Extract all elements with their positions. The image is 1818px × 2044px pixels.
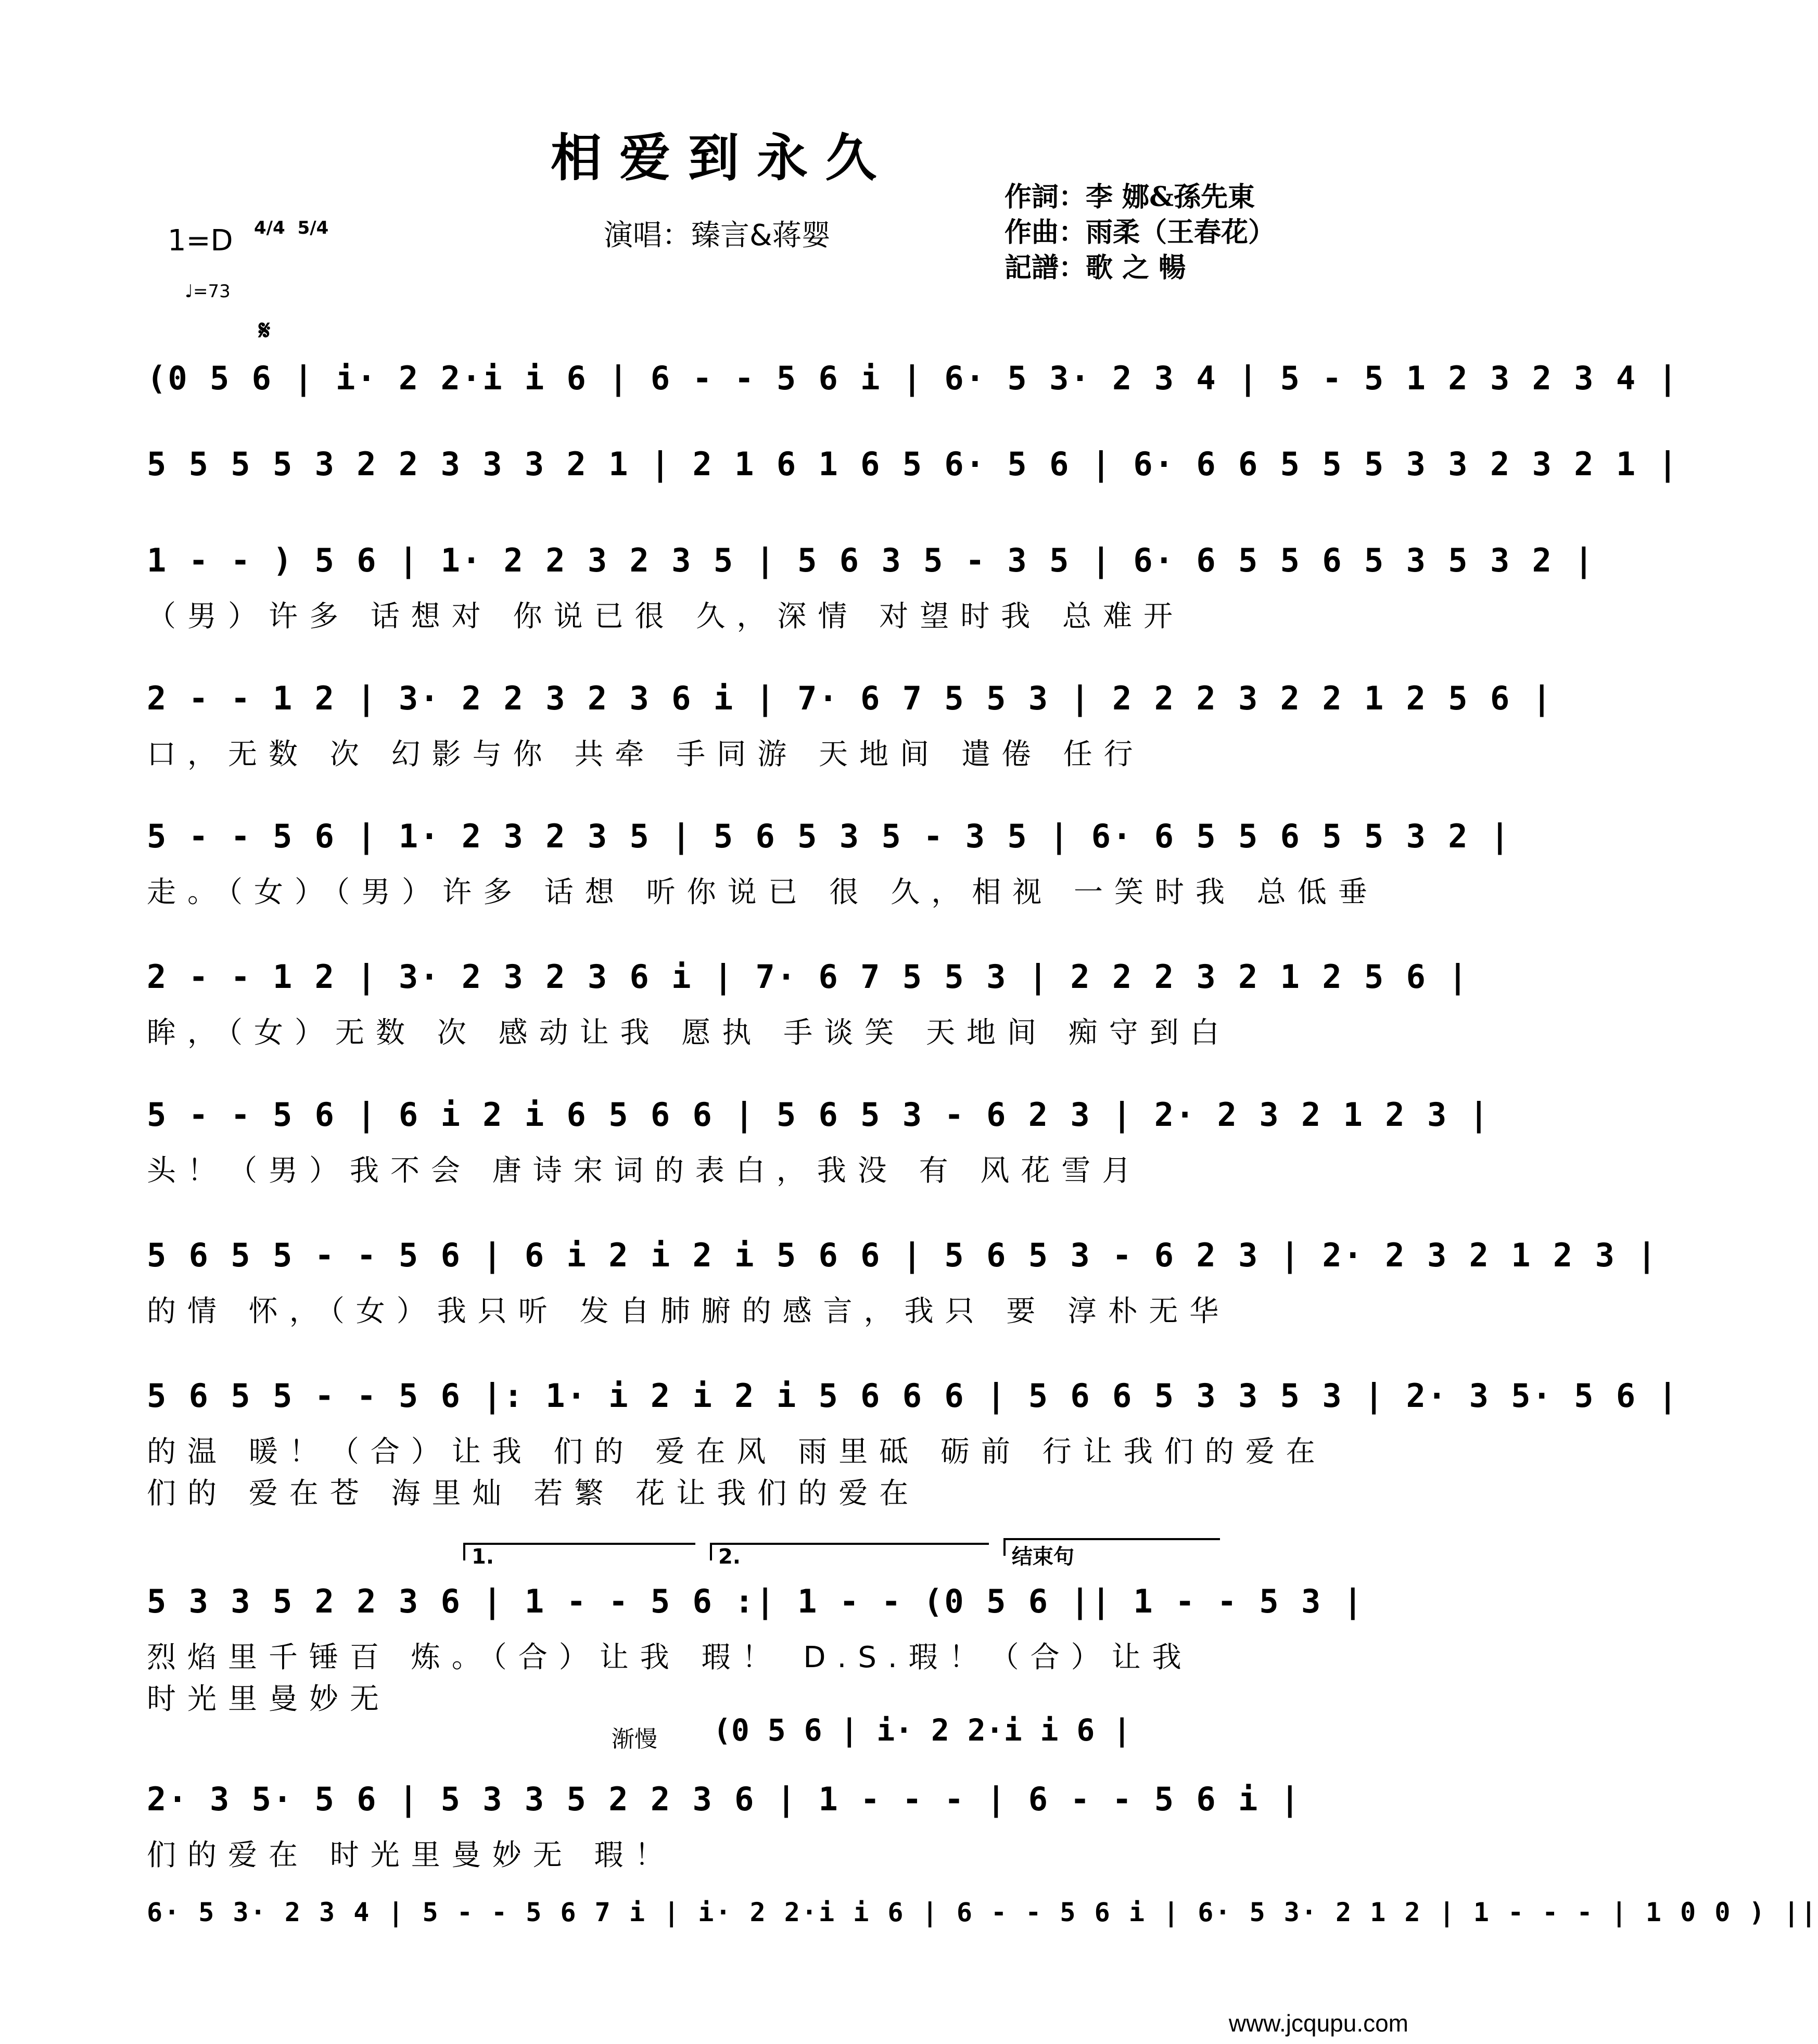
segno-icon: 𝄋 [259,315,271,346]
lyrics-verse-2: 们的 爱在苍 海里灿 若繁 花让我们的爱在 [147,1477,920,1510]
lyricist-credit: 作詞：李 娜&孫先東 [1005,181,1255,213]
lyrics: 的情 怀，（女）我只听 发自肺腑的感言，我只 要 淳朴无华 [147,1294,1230,1328]
lyrics: 的温 暖！（合）让我 们的 爱在风 雨里砥 砺前 行让我们的爱在 [147,1435,1327,1469]
lyrics: （男）许多 话想对 你说已很 久，深情 对望时我 总难开 [147,600,1185,633]
staff-row-8 [147,1236,1658,1330]
notes: 1 - - ) 5 6 | 1· 2 2 3 2 3 5 | 5 6 3 5 - 3 5 | 6· 6 5 5 6 5 3 5 3 2 | [147,541,1595,579]
transcriber-credit: 記譜：歌 之 暢 [1005,252,1186,284]
notes: 5 - - 5 6 | 6 i 2 i 6 5 6 6 | 5 6 5 3 - 6 2 3 | 2· 2 3 2 1 2 3 | [147,1096,1490,1134]
intro-repeat-notes: (0 5 6 | i· 2 2·i i 6 | [713,1712,1132,1748]
notes: 5 6 5 5 - - 5 6 | 6 i 2 i 2 i 5 6 6 | 5 6 5 3 - 6 2 3 | 2· 2 3 2 1 2 3 | [147,1236,1658,1274]
lyrics: 们的爱在 时光里曼妙无 瑕！ [147,1838,676,1872]
composer-credit: 作曲：雨柔（王春花） [1005,217,1276,248]
staff-row-9 [147,1377,1679,1510]
staff-row-3 [147,541,1595,635]
notes: (0 5 6 | i· 2 2·i i 6 | 6 - - 5 6 i | 6· 5 3· 2 3 4 | 5 - 5 1 2 3 2 3 4 | [147,359,1679,397]
staff-row-4 [147,679,1553,773]
first-ending: 1. [463,1543,695,1560]
singer-credit: 演唱：臻言&蒋婴 [604,219,831,252]
staff-row-10 [147,1582,1364,1716]
volta-endings [463,1538,1227,1569]
time-signatures [254,219,335,237]
lyrics: 口，无数 次 幻影与你 共牵 手同游 天地间 遣倦 任行 [147,738,1145,771]
notes: 5 6 5 5 - - 5 6 |: 1· i 2 i 2 i 5 6 6 6 | 5 6 6 5 3 3 5 3 | 2· 3 5· 5 6 | [147,1377,1679,1415]
watermark: www.jcqupu.com [1228,2010,1408,2037]
key-signature: 1=D [168,224,233,258]
staff-row-6 [147,958,1469,1051]
time-signature-2: 5/4 [297,218,329,238]
notes: 5 5 5 5 3 2 2 3 3 3 2 1 | 2 1 6 1 6 5 6· 5 6 | 6· 6 6 5 5 5 3 3 2 3 2 1 | [147,445,1679,483]
staff-row-2 [147,445,1679,539]
notes: 2 - - 1 2 | 3· 2 2 3 2 3 6 i | 7· 6 7 5 5 3 | 2 2 2 3 2 2 1 2 5 6 | [147,679,1553,717]
staff-row-5 [147,817,1511,911]
notes: 2 - - 1 2 | 3· 2 3 2 3 6 i | 7· 6 7 5 5 3 | 2 2 2 3 2 1 2 5 6 | [147,958,1469,996]
notes: 2· 3 5· 5 6 | 5 3 3 5 2 2 3 6 | 1 - - - | 6 - - 5 6 i | [147,1780,1301,1818]
staff-row-11 [147,1780,1301,1874]
tempo-mark: ♩=73 [185,281,231,302]
staff-row-1 [147,359,1679,453]
notes: 6· 5 3· 2 3 4 | 5 - - 5 6 7 i | i· 2 2·i i 6 | 6 - - 5 6 i | 6· 5 3· 2 1 2 | 1 - - - | 1 0 0 ) || [147,1897,1818,1927]
lyrics: 烈焰里千锤百 炼。（合）让我 瑕！ D.S.瑕！（合）让我 [147,1641,1193,1674]
lyrics: 走。（女）（男）许多 话想 听你说已 很 久，相视 一笑时我 总低垂 [147,875,1379,909]
lyrics: 头！（男）我不会 唐诗宋词的表白，我没 有 风花雪月 [147,1154,1143,1188]
ritardando-mark: 渐慢 [612,1726,657,1753]
staff-row-12 [147,1897,1818,1991]
staff-row-7 [147,1096,1490,1189]
lyrics: 眸，（女）无数 次 感动让我 愿执 手谈笑 天地间 痴守到白 [147,1016,1231,1050]
coda-ending: 结束句 [1003,1538,1220,1556]
lyrics-verse-2: 时光里曼妙无 [147,1682,390,1716]
song-title: 相爱到永久 [550,128,894,188]
time-signature-1: 4/4 [254,218,285,238]
notes: 5 3 3 5 2 2 3 6 | 1 - - 5 6 :| 1 - - (0 5 6 || 1 - - 5 3 | [147,1582,1364,1620]
second-ending: 2. [710,1543,989,1560]
notes: 5 - - 5 6 | 1· 2 3 2 3 5 | 5 6 5 3 5 - 3 5 | 6· 6 5 5 6 5 5 3 2 | [147,817,1511,855]
credits-block [1005,180,1275,286]
